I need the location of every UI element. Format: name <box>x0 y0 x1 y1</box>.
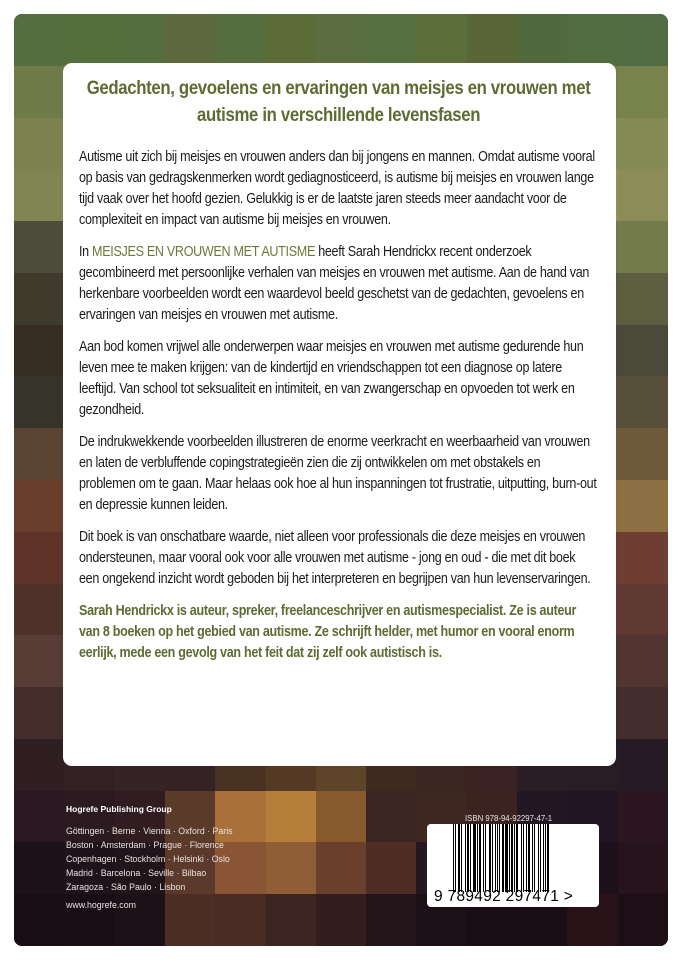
isbn-label: ISBN 978-94-92297-47-1 <box>465 814 553 823</box>
mosaic-tile <box>14 66 64 118</box>
barcode <box>427 824 599 907</box>
publisher-cities-line: Copenhagen · Stockholm · Helsinki · Oslo <box>66 854 230 864</box>
mosaic-tile <box>467 14 517 66</box>
mosaic-tile <box>14 325 64 377</box>
mosaic-tile <box>266 842 316 894</box>
book-title-highlight: MEISJES EN VROUWEN MET AUTISME <box>92 244 316 260</box>
mosaic-tile <box>618 480 668 532</box>
mosaic-tile <box>366 14 416 66</box>
p2-prefix: In <box>79 244 93 260</box>
mosaic-tile <box>618 894 668 946</box>
mosaic-tile <box>266 791 316 843</box>
paragraph-value: Dit boek is van onschatbare waarde, niet alleen voor professionals die deze meisjes en vrouwen ondersteunen, maar vooral ook voor alle vrouwen met autisme - jong en oud - die met dit boek een ongekend inzicht wordt geboden bij het interpreteren en begrijpen van hun levenservaringen. <box>79 529 591 587</box>
mosaic-tile <box>618 428 668 480</box>
mosaic-tile <box>517 14 567 66</box>
mosaic-tile <box>618 791 668 843</box>
mosaic-tile <box>266 14 316 66</box>
mosaic-tile <box>14 584 64 636</box>
mosaic-tile <box>416 14 466 66</box>
mosaic-tile <box>366 791 416 843</box>
mosaic-tile <box>14 118 64 170</box>
paragraph-examples: De indrukwekkende voorbeelden illustreren de enorme veerkracht en weerbaarheid van vrouwen en laten de verbluffende copingstrategieën zien die zij ontwikkelen om met obstakels en problemen om te gaan. Maar helaas ook hoe al hun inspanningen tot frustratie, uitputting, burn-out en depressie kunnen leiden. <box>79 434 597 513</box>
mosaic-tile <box>14 480 64 532</box>
mosaic-tile <box>14 221 64 273</box>
mosaic-tile <box>618 687 668 739</box>
mosaic-tile <box>618 169 668 221</box>
mosaic-tile <box>618 635 668 687</box>
mosaic-tile <box>366 842 416 894</box>
mosaic-tile <box>316 894 366 946</box>
mosaic-tile <box>618 376 668 428</box>
mosaic-tile <box>14 739 64 791</box>
mosaic-tile <box>316 842 366 894</box>
back-cover <box>14 14 668 946</box>
mosaic-tile <box>14 842 64 894</box>
mosaic-tile <box>618 273 668 325</box>
mosaic-tile <box>14 532 64 584</box>
mosaic-tile <box>618 325 668 377</box>
blurb-panel <box>63 63 616 766</box>
paragraph-book-summary <box>79 242 598 326</box>
mosaic-tile <box>618 118 668 170</box>
paragraph-topics: Aan bod komen vrijwel alle onderwerpen waar meisjes en vrouwen met autisme gedurende hun leven mee te maken krijgen: van de kindertijd en vriendschappen tot een diagnose op latere leeftijd. Van school tot seksualiteit en intimiteit, en van zwangerschap en opvoeden tot werk en gezondheid. <box>79 339 584 418</box>
mosaic-tile <box>618 739 668 791</box>
mosaic-tile <box>14 791 64 843</box>
mosaic-tile <box>316 791 366 843</box>
author-bio: Sarah Hendrickx is auteur, spreker, freelanceschrijver en autismespecialist. Ze is auteur van 8 boeken op het gebied van autisme. Ze schrijft helder, met humor en vooral enorm eerlijk, mede een gevolg van het feit dat zij zelf ook autistisch is. <box>79 603 577 661</box>
mosaic-tile <box>115 14 165 66</box>
publisher-name: Hogrefe Publishing Group <box>66 804 172 814</box>
mosaic-tile <box>366 894 416 946</box>
mosaic-tile <box>165 14 215 66</box>
mosaic-tile <box>618 66 668 118</box>
mosaic-tile <box>14 273 64 325</box>
mosaic-tile <box>215 14 265 66</box>
mosaic-tile <box>14 376 64 428</box>
mosaic-tile <box>14 635 64 687</box>
mosaic-tile <box>618 14 668 66</box>
publisher-cities-line: Zaragoza · São Paulo · Lisbon <box>66 882 186 892</box>
mosaic-tile <box>266 894 316 946</box>
mosaic-tile <box>14 428 64 480</box>
mosaic-tile <box>618 532 668 584</box>
mosaic-tile <box>618 842 668 894</box>
mosaic-tile <box>618 584 668 636</box>
barcode-digits: 9 789492 297471 > <box>434 888 574 905</box>
publisher-cities-line: Boston · Amsterdam · Prague · Florence <box>66 840 224 850</box>
mosaic-tile <box>14 687 64 739</box>
blurb-title: Gedachten, gevoelens en ervaringen van meisjes en vrouwen met autisme in verschillende levensfasen <box>87 77 591 126</box>
publisher-cities-line: Madrid · Barcelona · Seville · Bilbao <box>66 868 207 878</box>
mosaic-tile <box>618 221 668 273</box>
p2-rest: heeft Sarah Hendrickx recent onderzoek gecombineerd met persoonlijke verhalen van meisjes en vrouwen met autisme. Aan de hand van herkenbare voorbeelden wordt een waardevol beeld geschetst van de gedachten, gevoelens en ervaringen van meisjes en vrouwen met autisme. <box>79 244 590 323</box>
publisher-info <box>66 804 233 910</box>
mosaic-tile <box>14 894 64 946</box>
mosaic-tile <box>64 14 114 66</box>
mosaic-tile <box>14 14 64 66</box>
publisher-cities-line: Göttingen · Berne · Vienna · Oxford · Paris <box>66 826 233 836</box>
mosaic-tile <box>567 14 617 66</box>
publisher-website: www.hogrefe.com <box>66 900 136 910</box>
paragraph-intro: Autisme uit zich bij meisjes en vrouwen anders dan bij jongens en mannen. Omdat autisme vooral op basis van gedragskenmerken wordt gediagnosticeerd, is autisme bij meisjes en vrouwen lange tijd vaak over het hoofd gezien. Gelukkig is er de laatste jaren steeds meer aandacht voor de complexiteit en impact van autisme bij meisjes en vrouwen. <box>79 149 595 228</box>
mosaic-tile <box>316 14 366 66</box>
mosaic-tile <box>14 169 64 221</box>
barcode-bars-icon <box>453 824 549 892</box>
